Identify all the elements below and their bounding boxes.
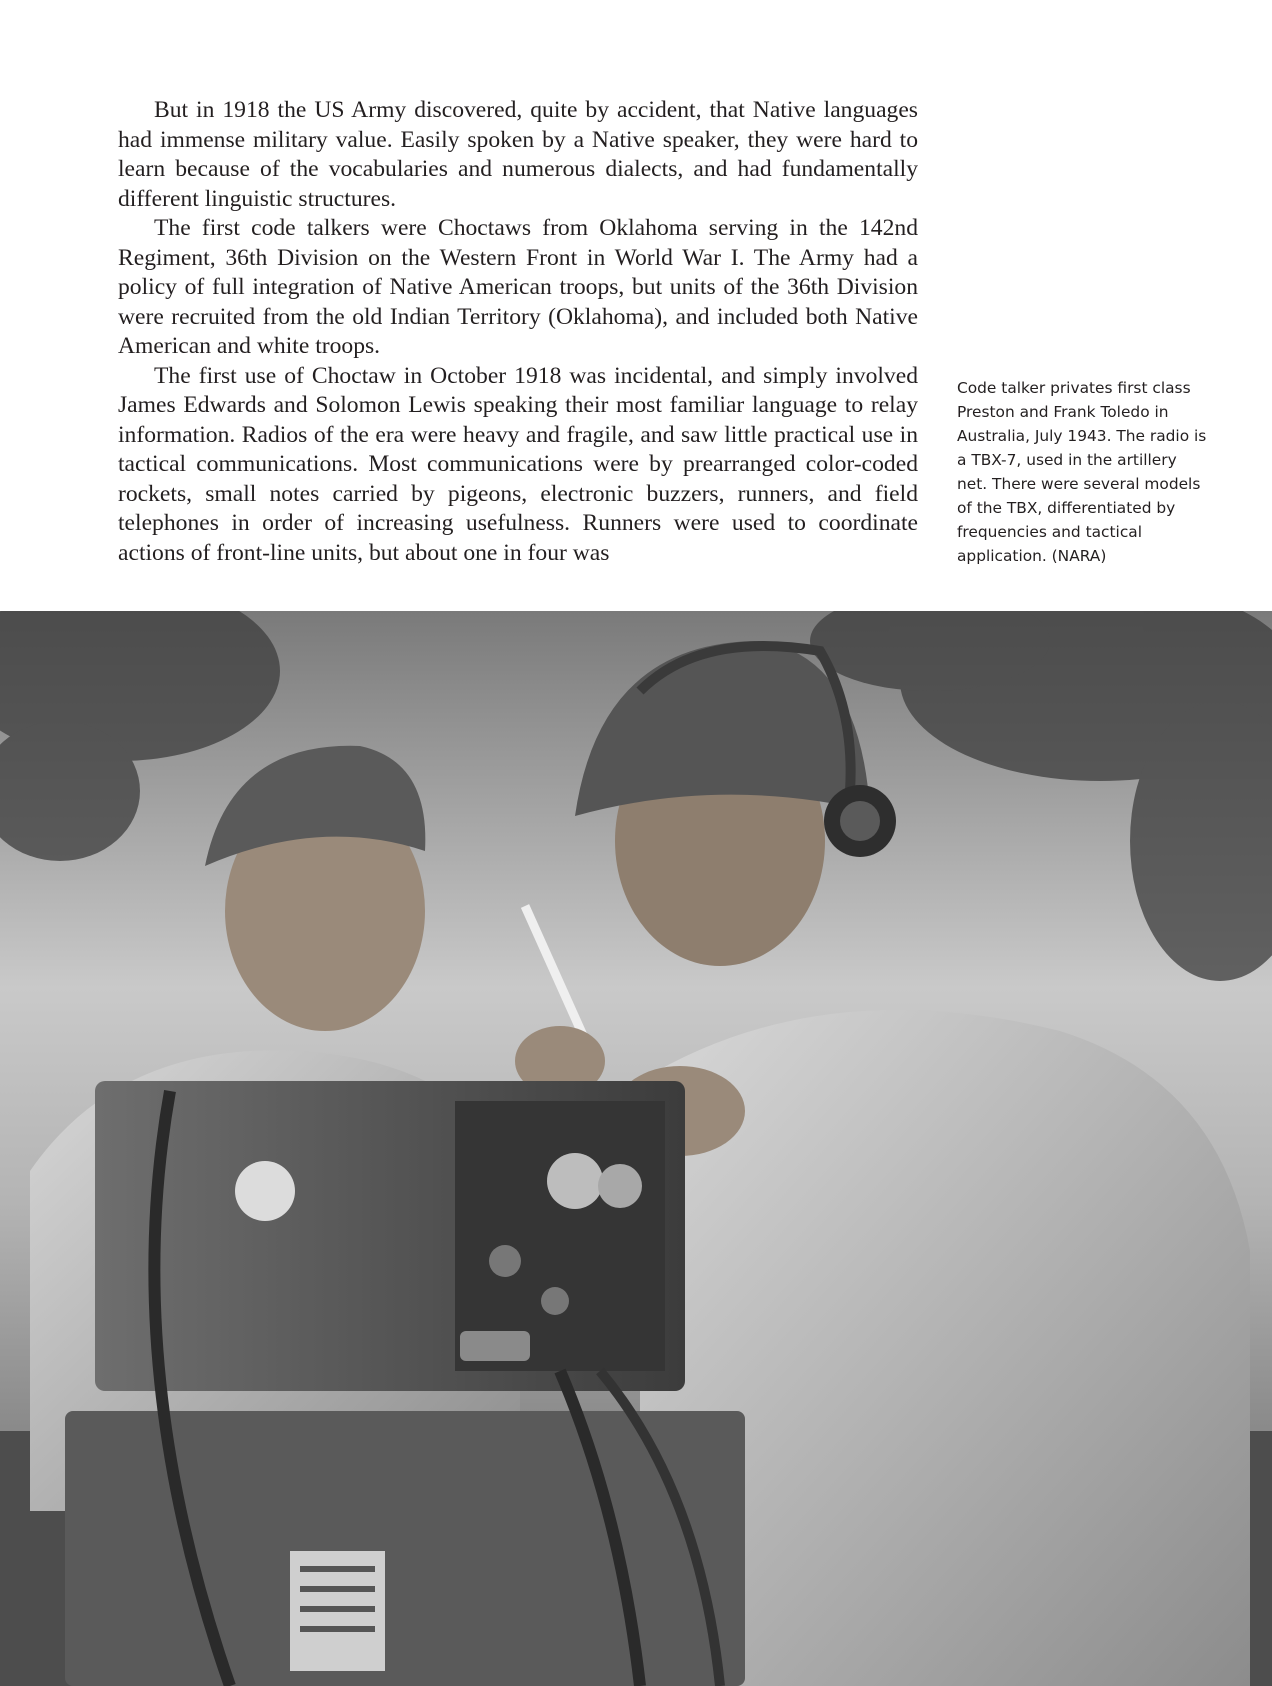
code-talkers-photo bbox=[0, 611, 1272, 1686]
article-body bbox=[118, 96, 918, 568]
photo-caption: Code talker privates first class Preston and Frank Toledo in Australia, July 1943. The radio is a TBX-7, used in the artillery net. There were several models of the TBX, differentiated by frequencies and tactical application. (NARA) bbox=[957, 379, 1207, 565]
paragraph-3: The first use of Choctaw in October 1918 was incidental, and simply involved James Edwards and Solomon Lewis speaking their most familiar language to relay information. Radios of the era were heavy and fragile, and saw little practical use in tactical communications. Most communications were by prearranged color-coded rockets, small notes carried by pigeons, electronic buzzers, runners, and field telephones in order of increasing usefulness. Runners were used to coordinate actions of front-line units, but about one in four was bbox=[118, 362, 918, 566]
paragraph-1: But in 1918 the US Army discovered, quite by accident, that Native languages had immense military value. Easily spoken by a Native speaker, they were hard to learn because of the vocabularies and numerous dialects, and had fundamentally different linguistic structures. bbox=[118, 97, 918, 212]
paragraph-2: The first code talkers were Choctaws from Oklahoma serving in the 142nd Regiment, 36th Division on the Western Front in World War I. The Army had a policy of full integration of Native American troops, but units of the 36th Division were recruited from the old Indian Territory (Oklahoma), and included both Native American and white troops. bbox=[118, 215, 918, 359]
photo-illustration bbox=[0, 611, 1272, 1686]
